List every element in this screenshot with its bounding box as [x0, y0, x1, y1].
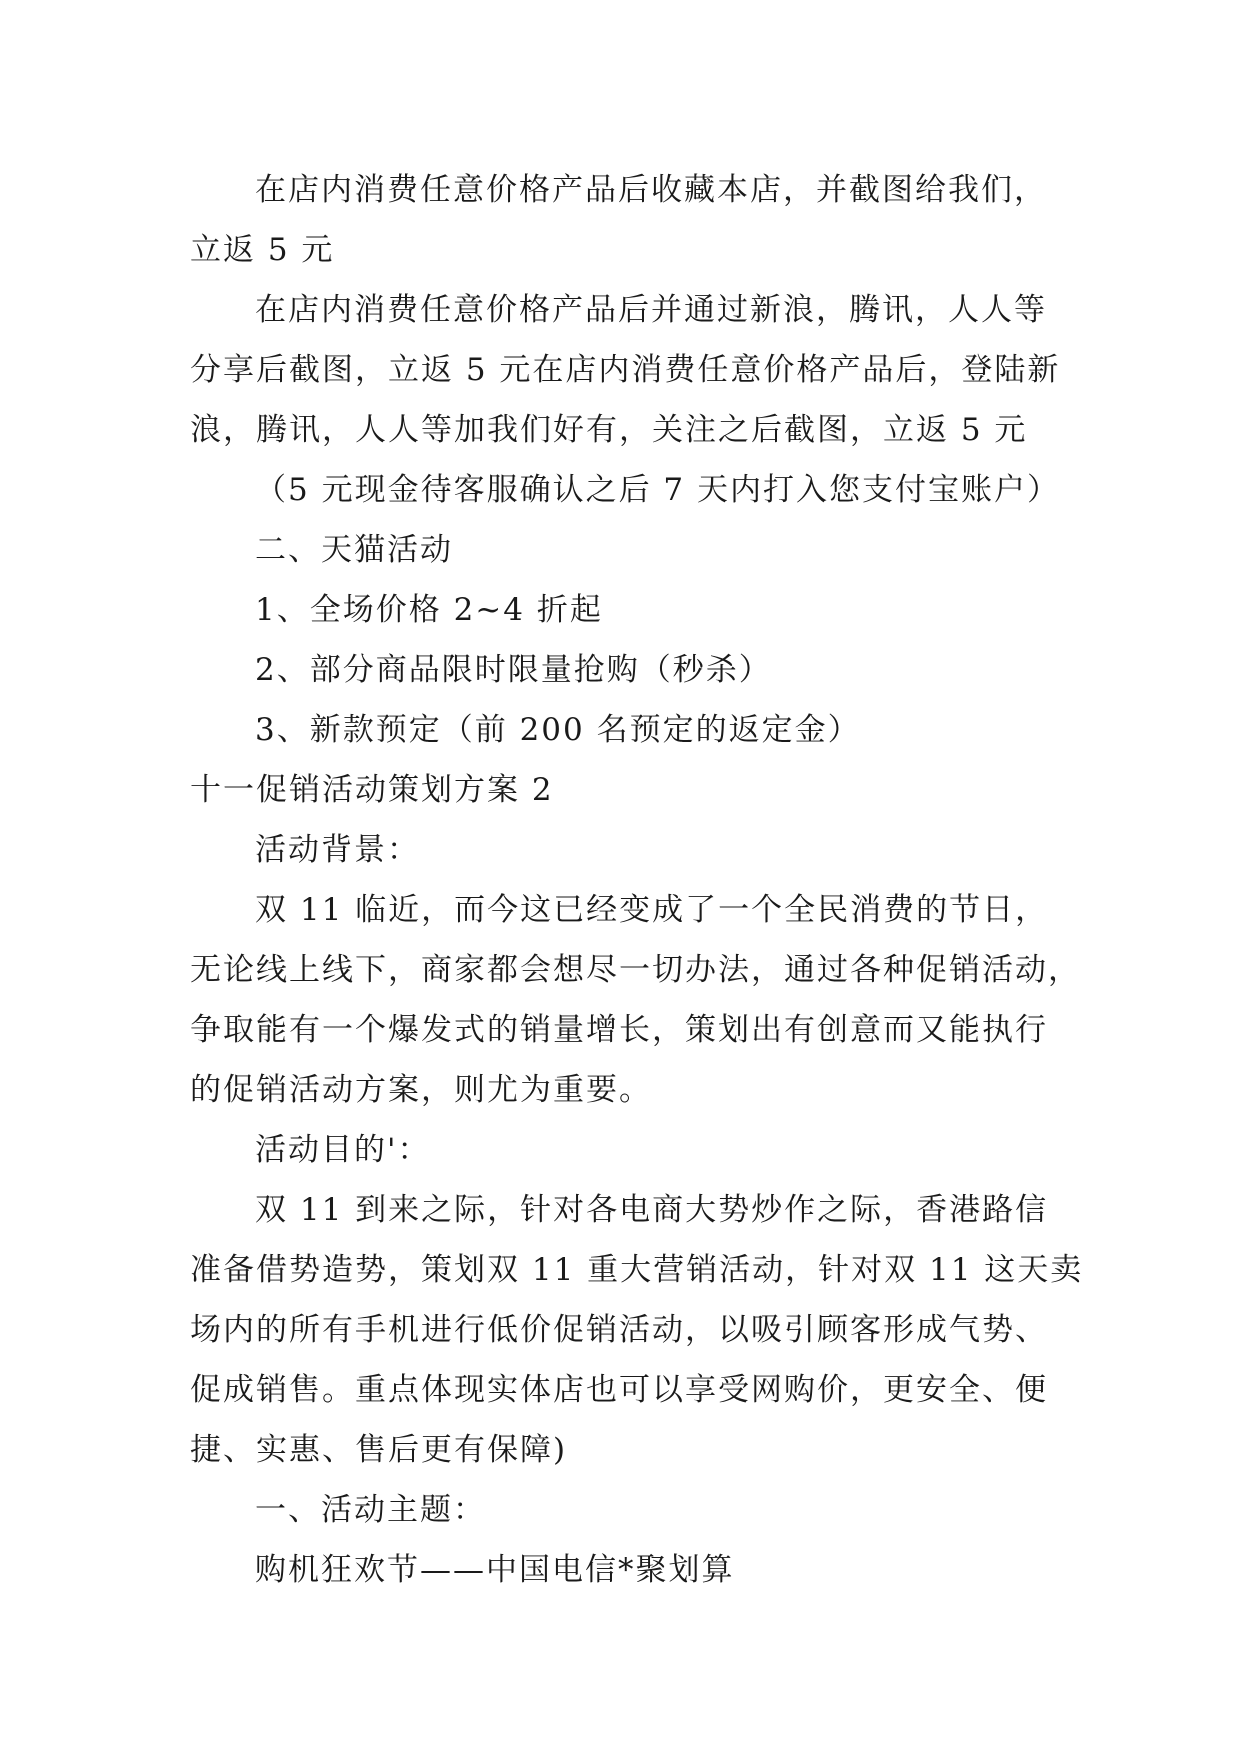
paragraph-line: 立返 5 元 — [190, 232, 335, 268]
paragraph-line: 无论线上线下，商家都会想尽一切办法，通过各种促销活动， — [190, 952, 1081, 988]
section-heading-tmall: 二、天猫活动 — [255, 532, 453, 568]
paragraph-line: 在店内消费任意价格产品后并通过新浪，腾讯，人人等 — [255, 292, 1047, 328]
paragraph-line: 的促销活动方案，则尤为重要。 — [190, 1072, 652, 1108]
section-heading-background: 活动背景： — [255, 832, 420, 868]
paragraph-line: 浪，腾讯，人人等加我们好有，关注之后截图，立返 5 元 — [190, 412, 1028, 448]
paragraph-line: 准备借势造势，策划双 11 重大营销活动，针对双 11 这天卖 — [190, 1252, 1084, 1288]
paragraph-line: 在店内消费任意价格产品后收藏本店，并截图给我们， — [255, 172, 1047, 208]
paragraph-line: （5 元现金待客服确认之后 7 天内打入您支付宝账户） — [255, 472, 1061, 508]
paragraph-line: 捷、实惠、售后更有保障) — [190, 1432, 568, 1468]
paragraph-line: 争取能有一个爆发式的销量增长，策划出有创意而又能执行 — [190, 1012, 1048, 1048]
document-body — [190, 160, 1084, 1600]
paragraph-line: 场内的所有手机进行低价促销活动，以吸引顾客形成气势、 — [190, 1312, 1048, 1348]
section-heading-theme: 一、活动主题： — [255, 1492, 486, 1528]
paragraph-line: 促成销售。重点体现实体店也可以享受网购价，更安全、便 — [190, 1372, 1048, 1408]
document-title: 十一促销活动策划方案 2 — [190, 772, 554, 808]
section-heading-purpose: 活动目的'： — [255, 1132, 431, 1168]
paragraph-line: 购机狂欢节——中国电信*聚划算 — [255, 1552, 735, 1588]
paragraph-line: 双 11 临近，而今这已经变成了一个全民消费的节日， — [255, 892, 1049, 928]
paragraph-line: 双 11 到来之际，针对各电商大势炒作之际，香港路信 — [255, 1192, 1049, 1228]
list-item: 3、新款预定（前 200 名预定的返定金） — [255, 712, 861, 748]
list-item: 1、全场价格 2~4 折起 — [255, 592, 603, 628]
paragraph-line: 分享后截图，立返 5 元在店内消费任意价格产品后，登陆新 — [190, 352, 1061, 388]
list-item: 2、部分商品限时限量抢购（秒杀） — [255, 652, 772, 688]
